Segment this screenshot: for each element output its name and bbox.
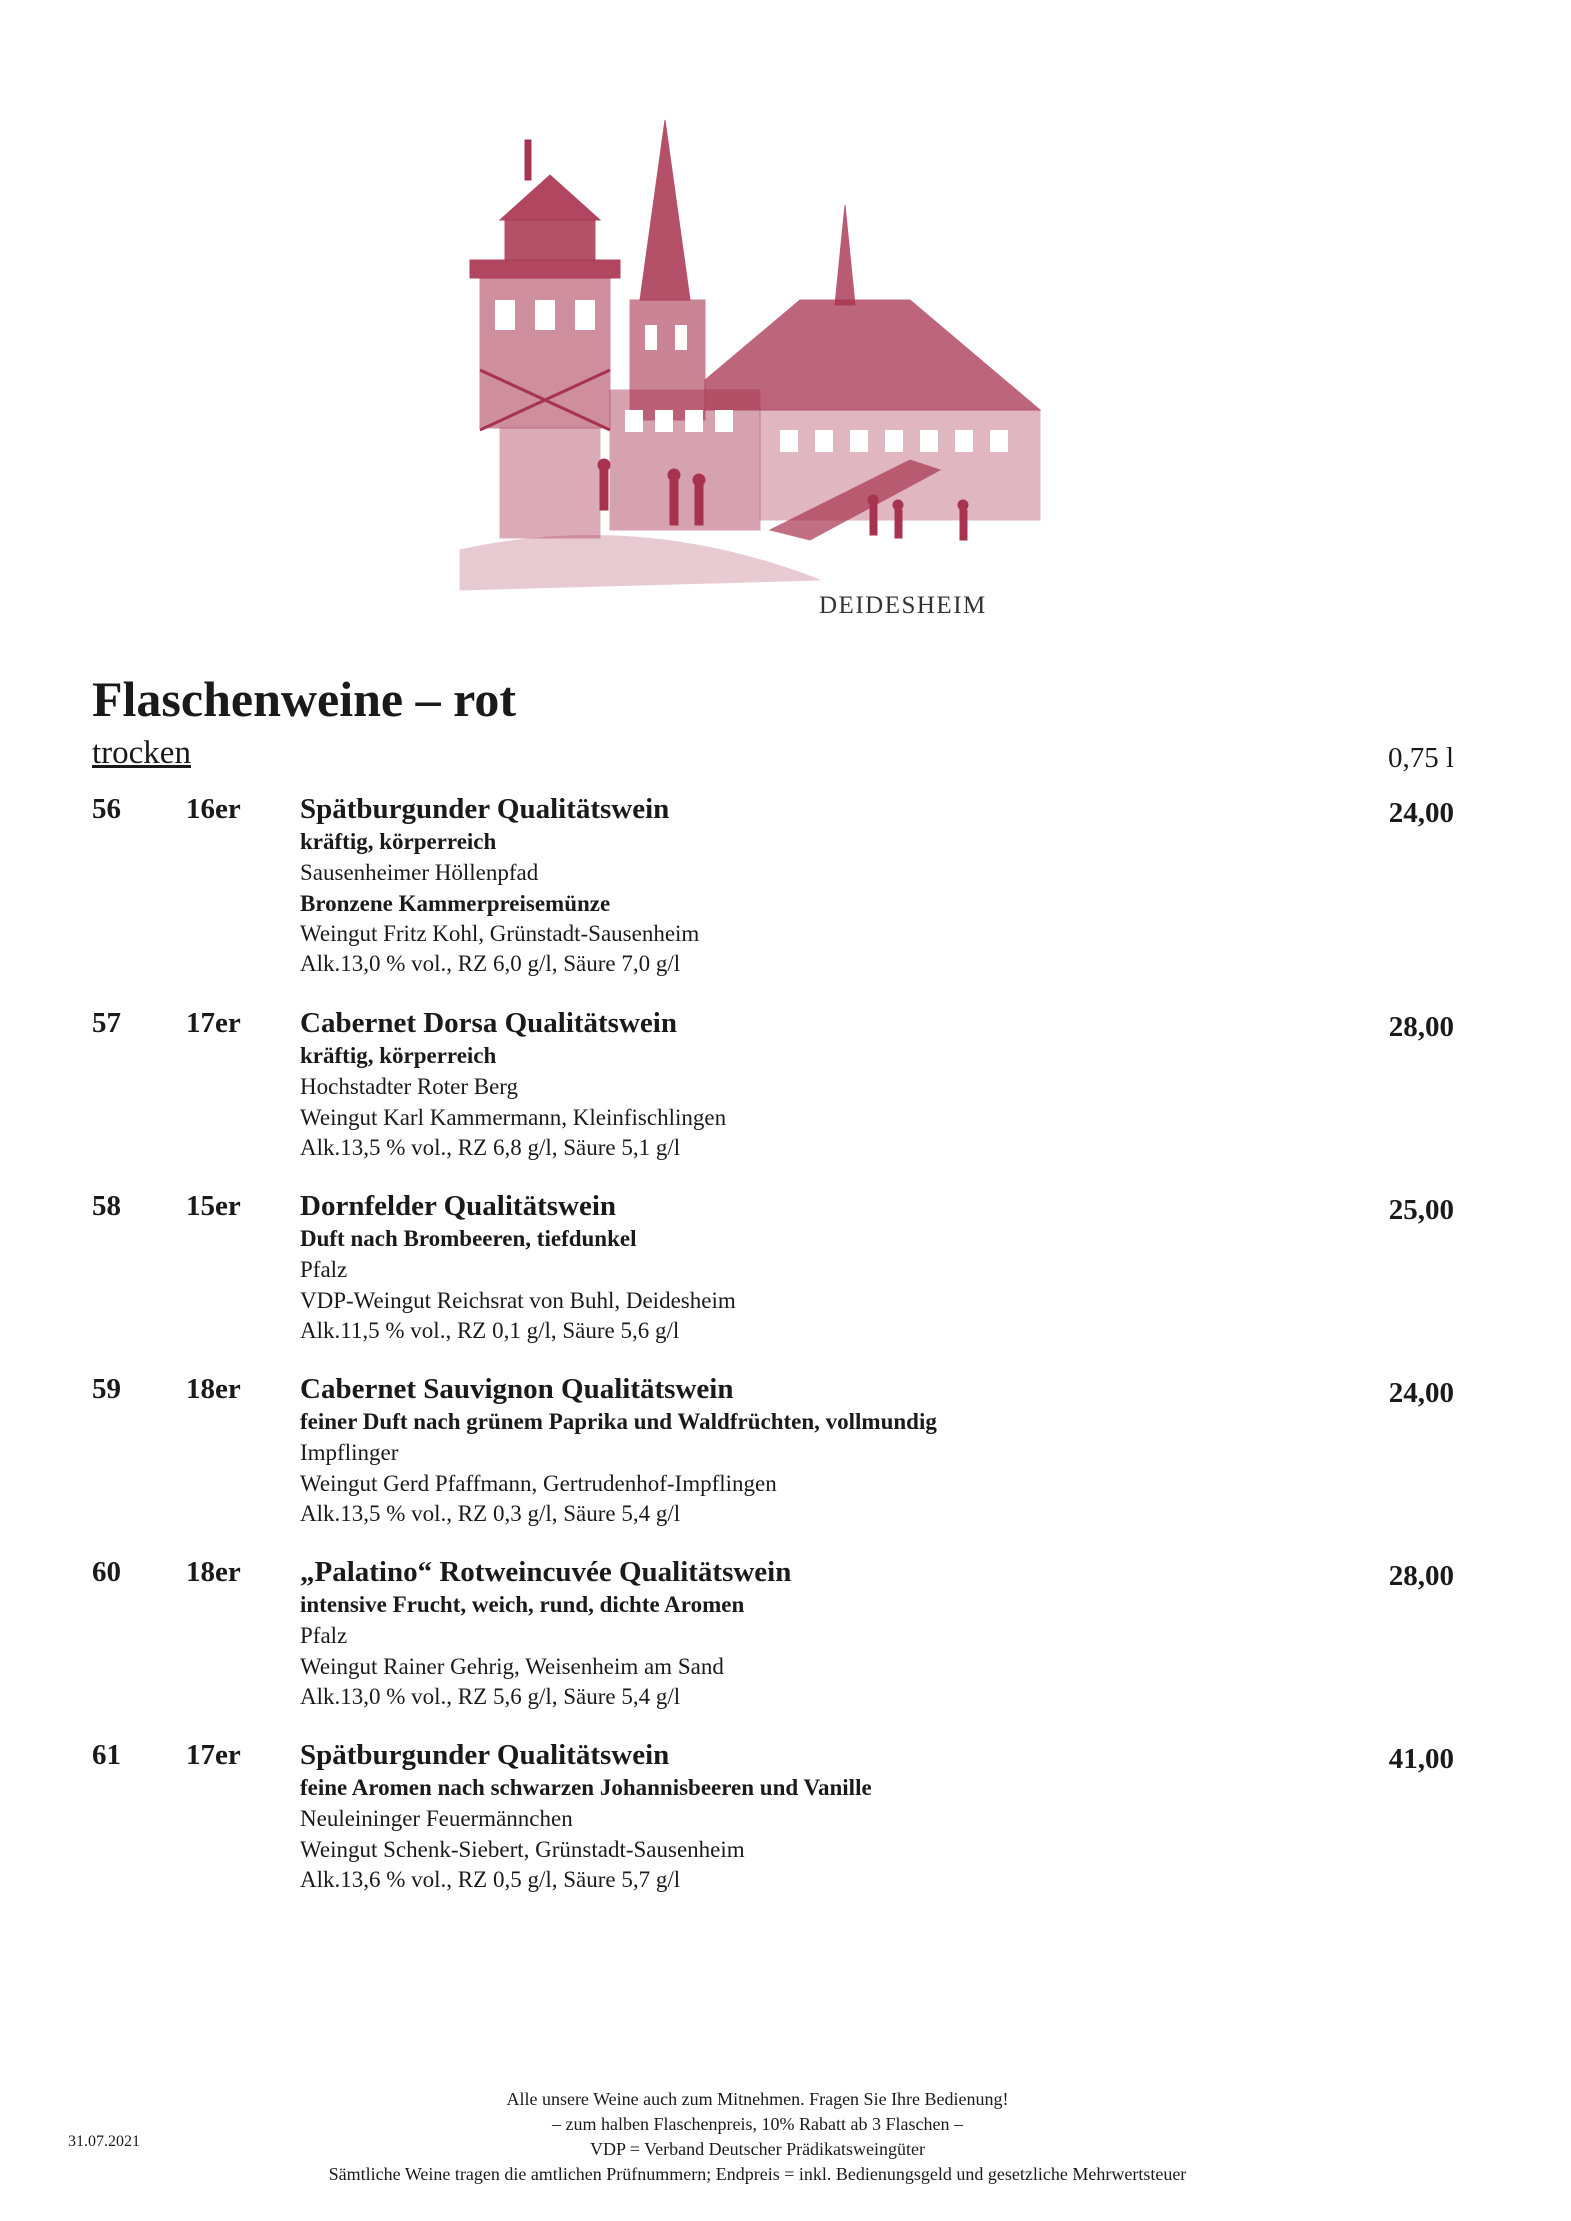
- print-date: 31.07.2021: [68, 2133, 140, 2150]
- wine-entry: [0, 1373, 1571, 1563]
- wine-price: 25,00: [1388, 1194, 1454, 1226]
- wine-vintage: 18er: [186, 1556, 241, 1588]
- wine-number: 57: [92, 1007, 121, 1039]
- wine-name: Spätburgunder Qualitätswein: [300, 793, 670, 825]
- wine-vintage: 18er: [186, 1373, 241, 1405]
- wine-award: Bronzene Kammerpreisemünze: [300, 891, 611, 916]
- deidesheim-illustration: [440, 110, 1060, 620]
- wine-origin: Sausenheimer Höllenpfad: [300, 860, 539, 885]
- footer-line: Alle unsere Weine auch zum Mitnehmen. Fragen Sie Ihre Bedienung!: [506, 2089, 1009, 2109]
- wine-name: Cabernet Sauvignon Qualitätswein: [300, 1373, 734, 1405]
- wine-entry: [0, 1739, 1571, 1929]
- wine-name: Spätburgunder Qualitätswein: [300, 1739, 670, 1771]
- wine-vintage: 15er: [186, 1190, 241, 1222]
- category-subtitle: trocken: [92, 735, 191, 771]
- wine-taste: feiner Duft nach grünem Paprika und Waldfrüchten, vollmundig: [300, 1409, 937, 1434]
- wine-number: 56: [92, 793, 121, 825]
- wine-analysis: Alk.13,0 % vol., RZ 6,0 g/l, Säure 7,0 g/l: [300, 951, 681, 976]
- wine-taste: intensive Frucht, weich, rund, dichte Aromen: [300, 1592, 745, 1617]
- wine-origin: Neuleininger Feuermännchen: [300, 1806, 573, 1831]
- town-label: DEIDESHEIM: [819, 592, 987, 619]
- wine-origin: Pfalz: [300, 1623, 348, 1648]
- wine-entry: [0, 793, 1571, 983]
- wine-producer: Weingut Fritz Kohl, Grünstadt-Sausenheim: [300, 921, 700, 946]
- wine-origin: Pfalz: [300, 1257, 348, 1282]
- wine-number: 61: [92, 1739, 121, 1771]
- wine-number: 60: [92, 1556, 121, 1588]
- footer-notes: [200, 2087, 1315, 2187]
- wine-analysis: Alk.13,0 % vol., RZ 5,6 g/l, Säure 5,4 g/l: [300, 1684, 681, 1709]
- wine-producer: Weingut Gerd Pfaffmann, Gertrudenhof-Impflingen: [300, 1471, 777, 1496]
- footer-line: VDP = Verband Deutscher Prädikatsweingüter: [589, 2139, 926, 2159]
- wine-analysis: Alk.13,6 % vol., RZ 0,5 g/l, Säure 5,7 g/l: [300, 1867, 681, 1892]
- wine-analysis: Alk.13,5 % vol., RZ 0,3 g/l, Säure 5,4 g/l: [300, 1501, 681, 1526]
- page-title: Flaschenweine – rot: [92, 671, 517, 727]
- wine-vintage: 17er: [186, 1739, 241, 1771]
- wine-name: „Palatino“ Rotweincuvée Qualitätswein: [300, 1556, 792, 1588]
- wine-taste: kräftig, körperreich: [300, 829, 497, 854]
- wine-origin: Impflinger: [300, 1440, 399, 1465]
- wine-producer: VDP-Weingut Reichsrat von Buhl, Deidesheim: [300, 1288, 736, 1313]
- volume-header: 0,75 l: [1387, 742, 1454, 774]
- wine-producer: Weingut Rainer Gehrig, Weisenheim am Sand: [300, 1654, 724, 1679]
- wine-name: Cabernet Dorsa Qualitätswein: [300, 1007, 677, 1039]
- footer-line: Sämtliche Weine tragen die amtlichen Prüfnummern; Endpreis = inkl. Bedienungsgeld und gesetzliche Mehrwertsteuer: [328, 2164, 1187, 2184]
- wine-entry: [0, 1190, 1571, 1380]
- wine-origin: Hochstadter Roter Berg: [300, 1074, 519, 1099]
- wine-taste: kräftig, körperreich: [300, 1043, 497, 1068]
- wine-entry: [0, 1556, 1571, 1746]
- wine-price: 41,00: [1388, 1743, 1454, 1775]
- footer-line: – zum halben Flaschenpreis, 10% Rabatt ab 3 Flaschen –: [552, 2114, 963, 2134]
- wine-price: 24,00: [1388, 1377, 1454, 1409]
- wine-analysis: Alk.13,5 % vol., RZ 6,8 g/l, Säure 5,1 g/l: [300, 1135, 681, 1160]
- wine-entry: [0, 1007, 1571, 1197]
- wine-price: 28,00: [1388, 1560, 1454, 1592]
- wine-vintage: 17er: [186, 1007, 241, 1039]
- wine-analysis: Alk.11,5 % vol., RZ 0,1 g/l, Säure 5,6 g/l: [300, 1318, 680, 1343]
- wine-price: 28,00: [1388, 1011, 1454, 1043]
- wine-producer: Weingut Karl Kammermann, Kleinfischlingen: [300, 1105, 727, 1130]
- wine-number: 59: [92, 1373, 121, 1405]
- wine-vintage: 16er: [186, 793, 241, 825]
- wine-price: 24,00: [1388, 797, 1454, 829]
- wine-name: Dornfelder Qualitätswein: [300, 1190, 617, 1222]
- wine-taste: Duft nach Brombeeren, tiefdunkel: [300, 1226, 637, 1251]
- wine-producer: Weingut Schenk-Siebert, Grünstadt-Sausenheim: [300, 1837, 745, 1862]
- wine-taste: feine Aromen nach schwarzen Johannisbeeren und Vanille: [300, 1775, 872, 1800]
- wine-number: 58: [92, 1190, 121, 1222]
